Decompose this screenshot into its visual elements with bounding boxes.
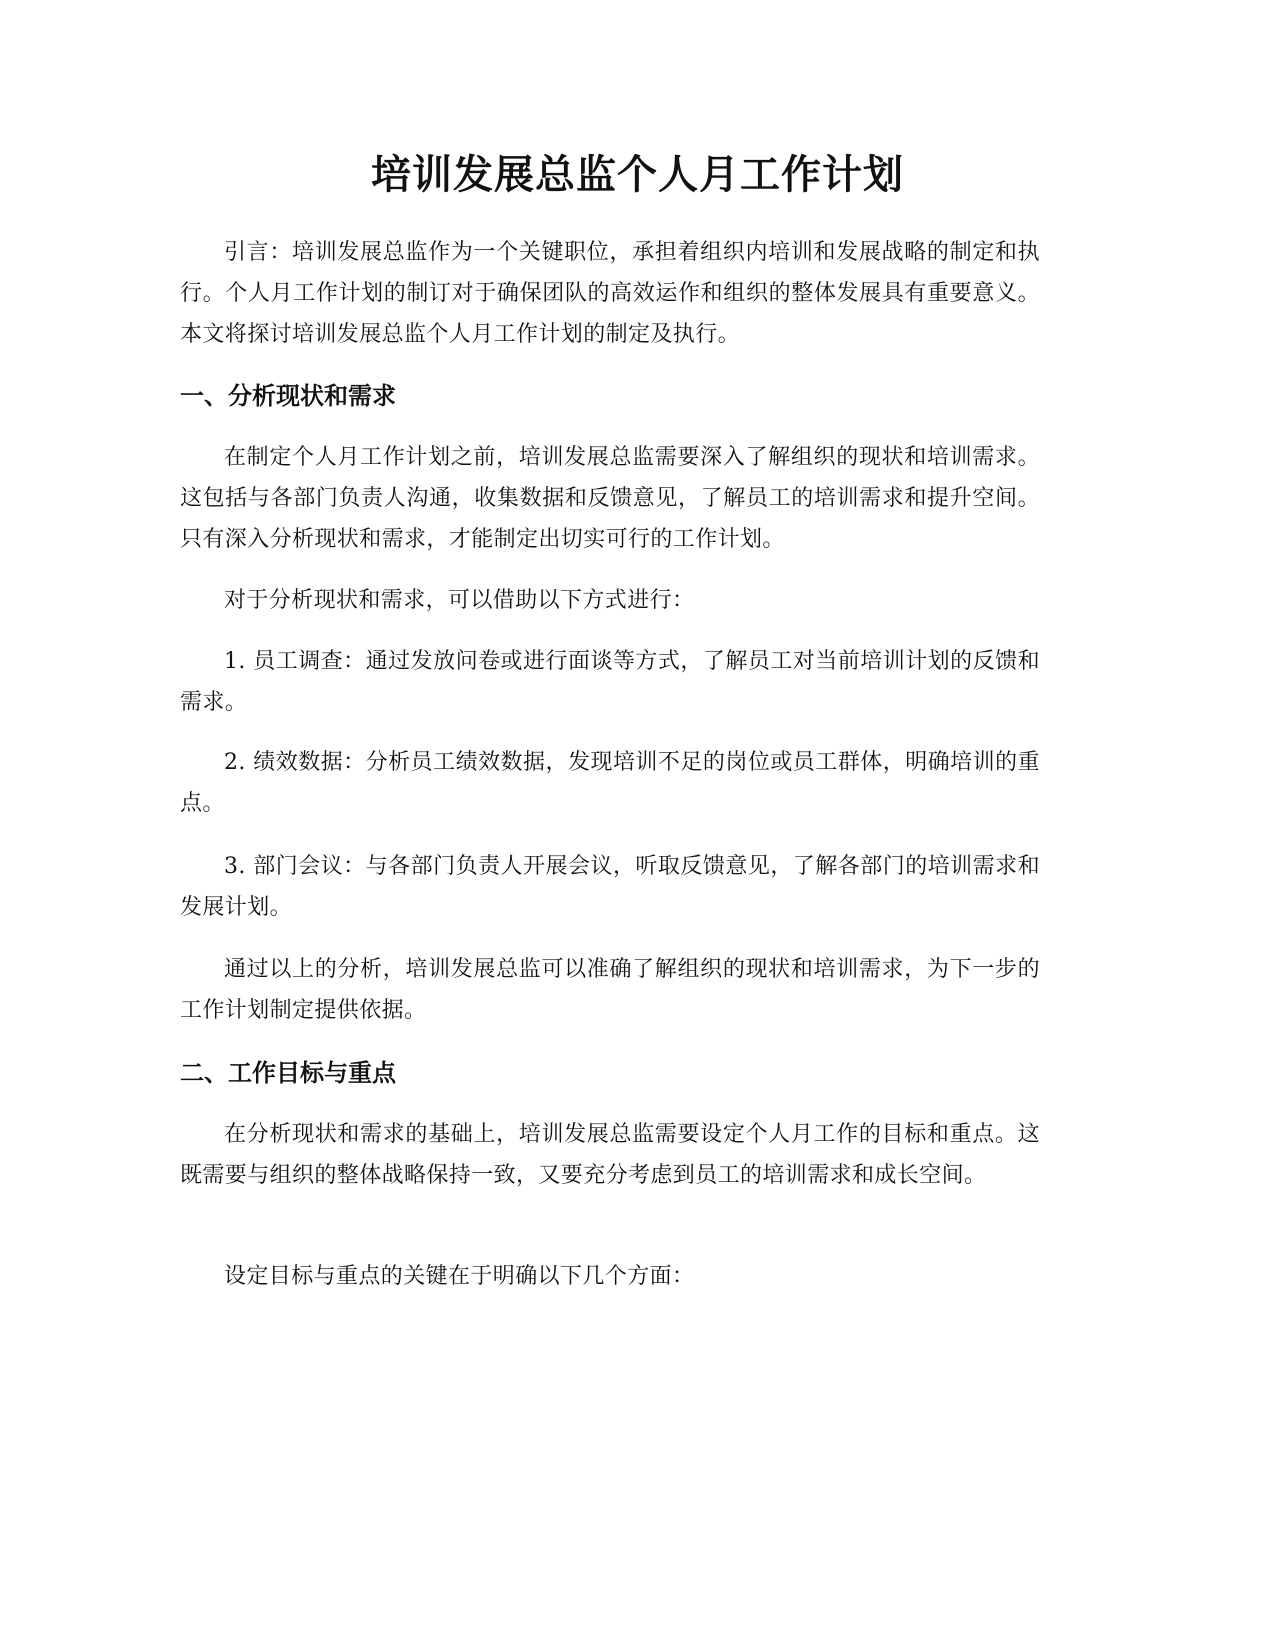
section-2-paragraph-1: 在分析现状和需求的基础上，培训发展总监需要设定个人月工作的目标和重点。这既需要与组织的整体战略保持一致，又要充分考虑到员工的培训需求和成长空间。 xyxy=(180,1122,1040,1188)
section-2-paragraph-2: 设定目标与重点的关键在于明确以下几个方面： xyxy=(224,1264,695,1289)
section-1-heading: 一、分析现状和需求 xyxy=(180,382,396,410)
section-2-heading: 二、工作目标与重点 xyxy=(180,1059,396,1087)
section-1-paragraph-2: 对于分析现状和需求，可以借助以下方式进行： xyxy=(224,588,695,613)
intro-paragraph: 引言：培训发展总监作为一个关键职位，承担着组织内培训和发展战略的制定和执行。个人月工作计划的制订对于确保团队的高效运作和组织的整体发展具有重要意义。本文将探讨培训发展总监个人月工作计划的制定及执行。 xyxy=(180,240,1040,347)
document-title: 培训发展总监个人月工作计划 xyxy=(371,152,904,198)
list-item-1: 1. 员工调查：通过发放问卷或进行面谈等方式，了解员工对当前培训计划的反馈和需求。 xyxy=(180,649,1040,715)
section-1-paragraph-1: 在制定个人月工作计划之前，培训发展总监需要深入了解组织的现状和培训需求。这包括与各部门负责人沟通，收集数据和反馈意见，了解员工的培训需求和提升空间。只有深入分析现状和需求，才能制定出切实可行的工作计划。 xyxy=(180,445,1040,552)
section-1-paragraph-3: 通过以上的分析，培训发展总监可以准确了解组织的现状和培训需求，为下一步的工作计划制定提供依据。 xyxy=(180,957,1040,1023)
list-item-3: 3. 部门会议：与各部门负责人开展会议，听取反馈意见，了解各部门的培训需求和发展计划。 xyxy=(180,854,1040,920)
list-item-2: 2. 绩效数据：分析员工绩效数据，发现培训不足的岗位或员工群体，明确培训的重点。 xyxy=(180,750,1040,816)
